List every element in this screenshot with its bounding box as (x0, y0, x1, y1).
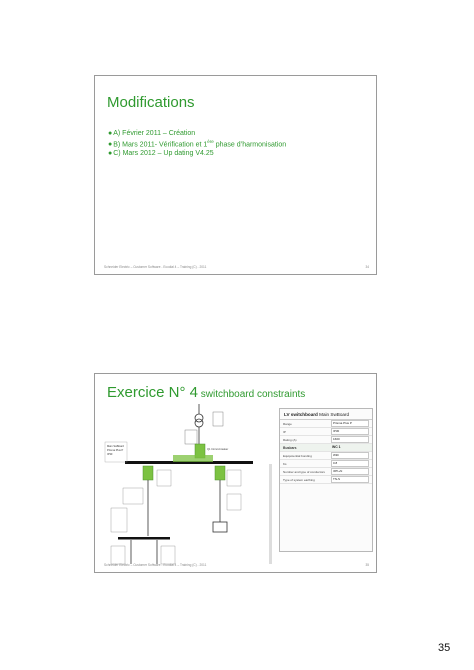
property-value: 0.8 (331, 460, 369, 467)
bullet-dot-icon: ● (108, 141, 113, 149)
property-value: 1600 (331, 436, 369, 443)
single-line-diagram (103, 404, 275, 568)
bullet-list (108, 130, 286, 159)
slide-title: Modifications (107, 94, 195, 111)
slide-exercise-4 (94, 373, 377, 573)
property-value: With (331, 452, 369, 459)
load-icon (213, 522, 227, 532)
slide-title-main: Exercice N° 4 (107, 384, 199, 401)
property-value: Prisma Plus P (331, 420, 369, 427)
property-section: Busbars WC 1 (280, 444, 372, 452)
slide-page-number: 34 (365, 265, 369, 269)
page-number: 35 (438, 642, 451, 654)
info-box (111, 546, 125, 564)
slide-footer: Schneider Electric – Customer Software - Ecodial 4 – Training (C) - 2011 (104, 563, 207, 567)
bullet-dot-icon: ● (108, 130, 113, 137)
transformer-icon (195, 414, 203, 422)
property-row: Equipotential bonding With (280, 452, 372, 460)
info-box (123, 488, 143, 504)
switchboard-label: Prisma Plus P (107, 449, 124, 452)
info-box (227, 470, 241, 486)
properties-panel (279, 408, 373, 552)
property-row: Number and type of conductors 3Ph+N (280, 468, 372, 476)
slide-title-sub: switchboard constraints (198, 389, 306, 400)
switchboard-label: Main SwBoard (107, 445, 124, 448)
slide-modifications (94, 75, 377, 275)
info-box (161, 546, 175, 564)
bullet-dot-icon: ● (108, 150, 113, 158)
busbar-highlight (173, 455, 213, 462)
breaker-label: Q1 Circuit-breaker (207, 448, 229, 451)
info-box (213, 412, 223, 426)
property-value: IP30 (331, 428, 369, 435)
info-box (185, 430, 197, 444)
slide-footer: Schneider Electric – Customer Software - Ecodial 4 – Training (C) - 2011 (104, 265, 207, 269)
info-box (157, 470, 171, 486)
sub-busbar (118, 537, 170, 540)
feeder-breaker-block (215, 466, 225, 480)
info-box (111, 508, 127, 532)
bullet-item: ●B) Mars 2011- Vérification et 1ère phase d’harmonisation (108, 139, 287, 149)
property-value: 3Ph+N (331, 468, 369, 475)
diagram-scrollbar (269, 464, 272, 564)
panel-title: LV switchboard Main SwBoard (280, 409, 372, 420)
property-row: Type of system earthing TN-S (280, 476, 372, 484)
property-row: Rating (A) 1600 (280, 436, 372, 444)
transformer-icon (195, 419, 203, 427)
property-value: TN-S (331, 476, 369, 483)
feeder-breaker-block (143, 466, 153, 480)
property-row: Range Prisma Plus P (280, 420, 372, 428)
switchboard-label: IP30 (107, 453, 113, 456)
bullet-item: ●C) Mars 2012 – Up dating V4.25 (108, 150, 214, 158)
property-row: Ks 0.8 (280, 460, 372, 468)
bullet-item: ●A) Février 2011 – Création (108, 130, 196, 137)
info-box (227, 494, 241, 510)
property-row: IP IP30 (280, 428, 372, 436)
slide-page-number: 35 (365, 563, 369, 567)
slide-title (107, 384, 305, 402)
property-value: WC 1 (332, 445, 341, 449)
